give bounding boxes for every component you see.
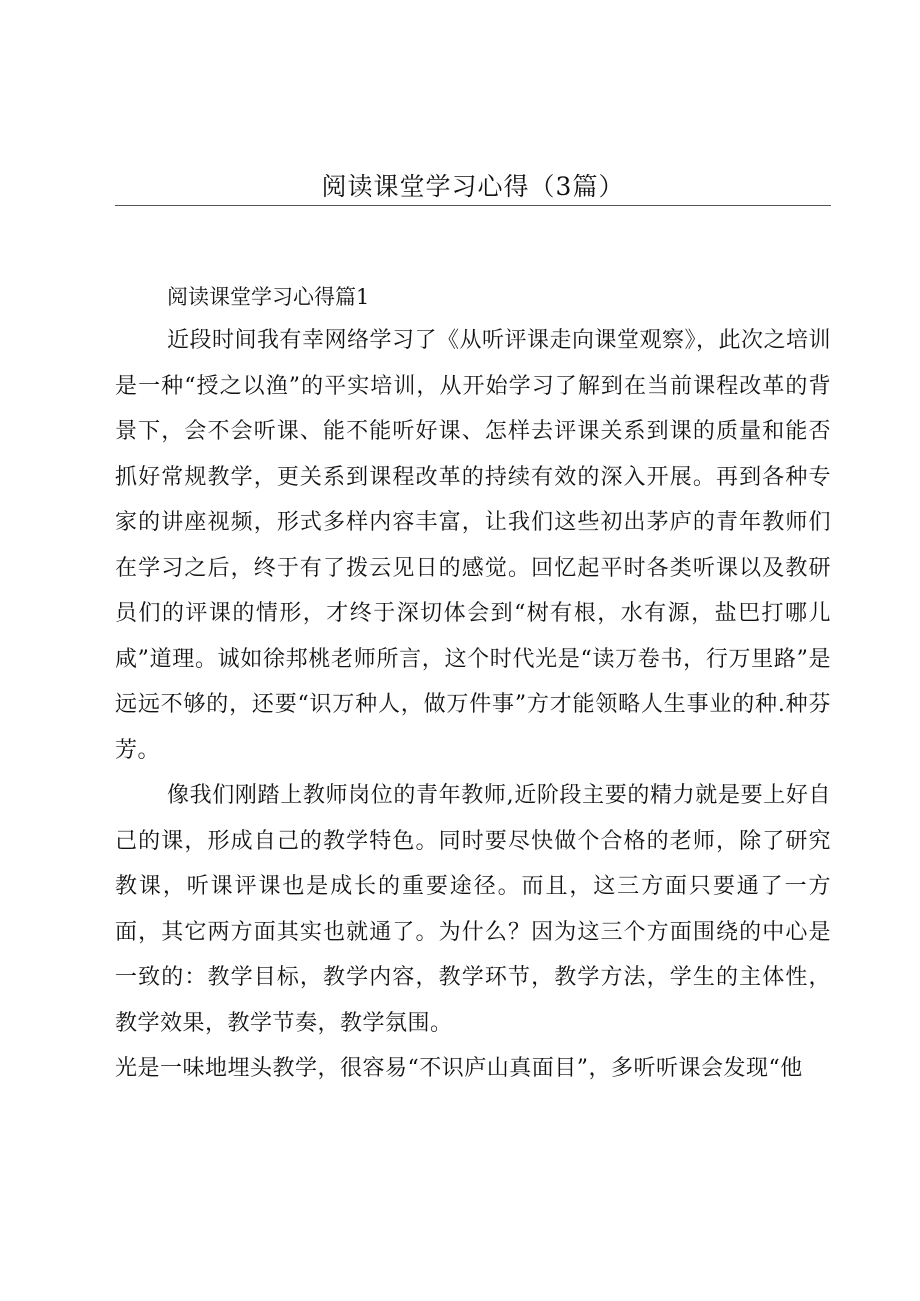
paragraph-1: 近段时间我有幸网络学习了《从听评课走向课堂观察》，此次之培训是一种“授之以渔”的平实培训，从开始学习了解到在当前课程改革的背景下，会不会听课、能不能听好课、怎样去评课关系到课的质量和能否抓好常规教学，更关系到课程改革的持续有效的深入开展。再到各种专家的讲座视频，形式多样内容丰富，让我们这些初出茅庐的青年教师们在学习之后，终于有了拨云见日的感觉。回忆起平时各类听课以及教研员们的评课的情形，才终于深切体会到“树有根，水有源，盐巴打哪儿咸”道理。诚如徐邦桃老师所言，这个时代光是“读万卷书，行万里路”是远远不够的，还要“识万种人，做万件事”方才能领略人生事业的种.种芬芳。 [115, 328, 832, 763]
document-body [115, 276, 831, 1092]
title-underline [115, 205, 831, 206]
document-title: 阅读课堂学习心得（3篇） [321, 172, 625, 201]
paragraph-3: 光是一味地埋头教学，很容易“不识庐山真面目”，多听听课会发现“他 [115, 1056, 803, 1081]
paragraph-2: 像我们刚踏上教师岗位的青年教师,近阶段主要的精力就是要上好自己的课，形成自己的教学特色。同时要尽快做个合格的老师，除了研究教课，听课评课也是成长的重要途径。而且，这三方面只要通了一方面，其它两方面其实也就通了。为什么？因为这三个方面围绕的中心是一致的：教学目标，教学内容，教学环节，教学方法，学生的主体性，教学效果，教学节奏，教学氛围。 [115, 783, 831, 1036]
section-heading: 阅读课堂学习心得篇1 [167, 285, 370, 309]
